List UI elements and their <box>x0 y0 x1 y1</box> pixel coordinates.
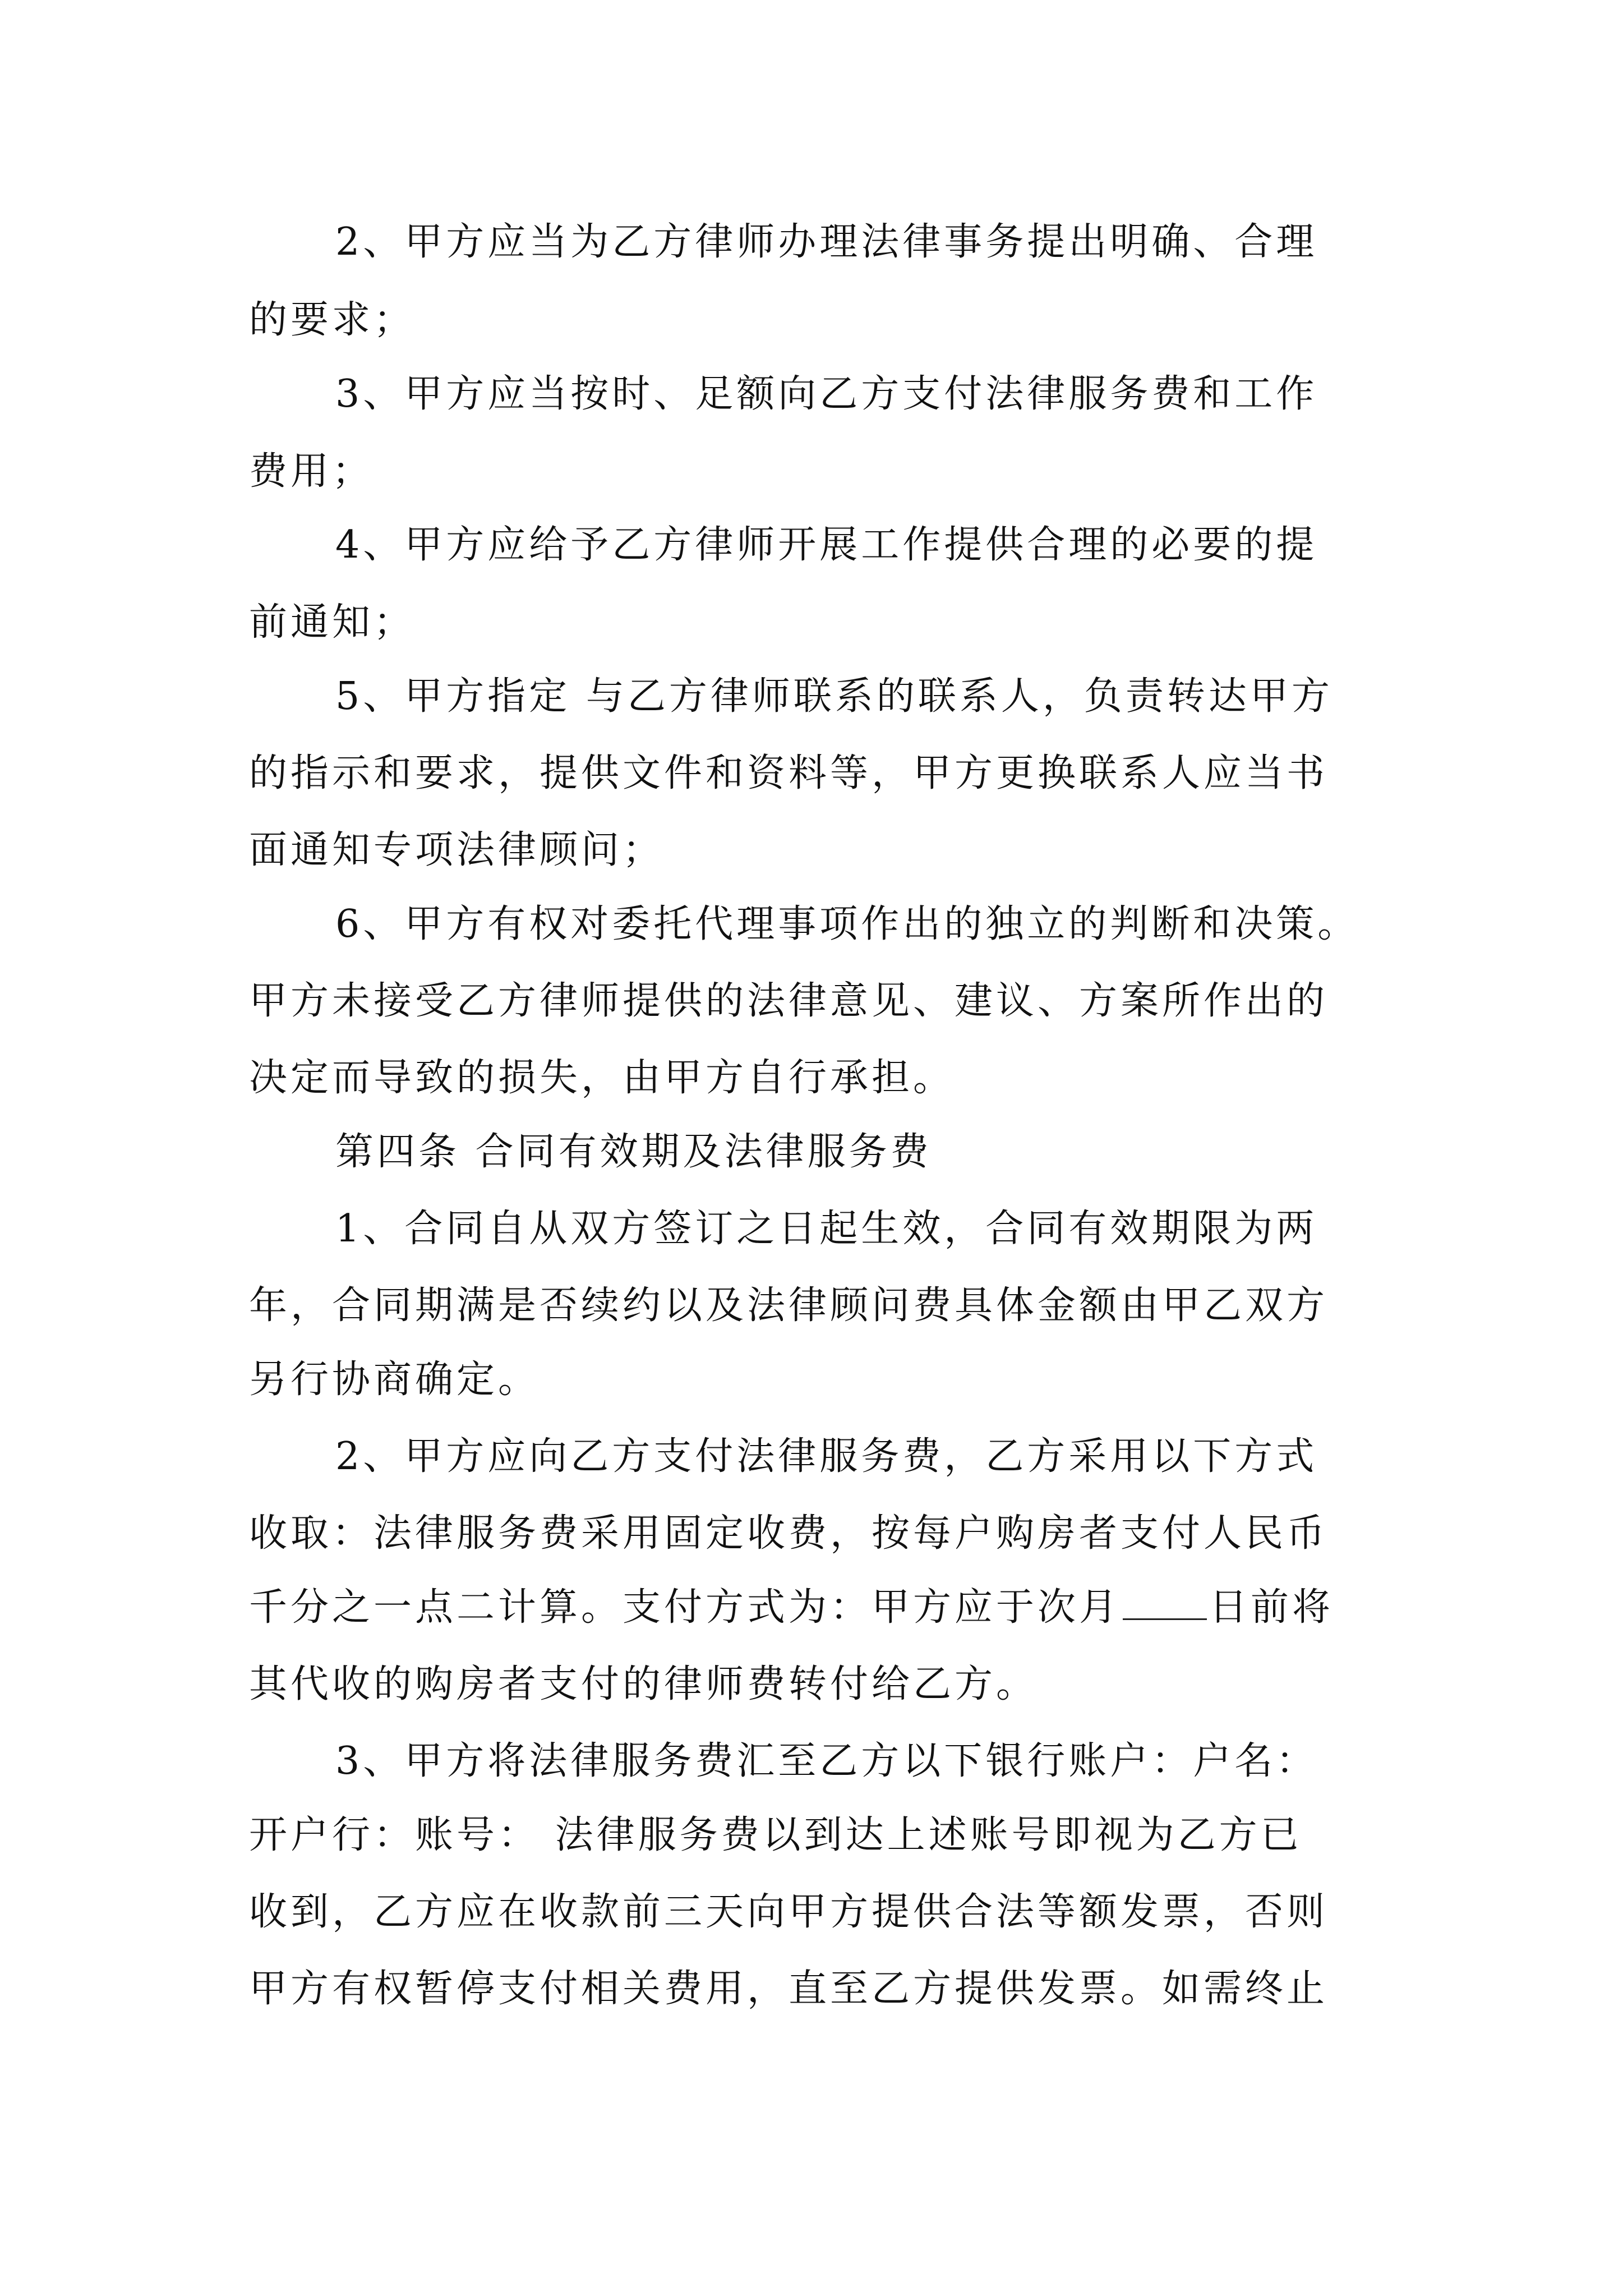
paragraph-line: 面通知专项法律顾问； <box>249 828 665 872</box>
paragraph-line: 4、甲方应给予乙方律师开展工作提供合理的必要的提 <box>335 523 1318 567</box>
paragraph-line: 2、甲方应当为乙方律师办理法律事务提出明确、合理 <box>335 220 1318 264</box>
paragraph-line-with-blank <box>249 1580 1334 1636</box>
paragraph-line: 6、甲方有权对委托代理事项作出的独立的判断和决策。 <box>335 902 1359 946</box>
paragraph-line: 5、甲方指定 与乙方律师联系的联系人，负责转达甲方 <box>335 674 1333 719</box>
paragraph-line: 前通知； <box>249 600 416 645</box>
paragraph-line: 其代收的购房者支付的律师费转付给乙方。 <box>249 1662 1038 1706</box>
paragraph-line: 开户行：账号： 法律服务费以到达上述账号即视为乙方已 <box>249 1813 1302 1857</box>
fill-in-blank <box>1123 1614 1207 1620</box>
paragraph-line: 的要求； <box>249 298 416 342</box>
section-heading: 第四条 合同有效期及法律服务费 <box>335 1130 932 1174</box>
paragraph-line: 决定而导致的损失，由甲方自行承担。 <box>249 1056 955 1100</box>
paragraph-line: 年，合同期满是否续约以及法律顾问费具体金额由甲乙双方 <box>249 1283 1329 1328</box>
paragraph-line: 甲方有权暂停支付相关费用，直至乙方提供发票。如需终止 <box>249 1967 1329 2011</box>
paragraph-line: 甲方未接受乙方律师提供的法律意见、建议、方案所作出的 <box>249 979 1329 1023</box>
paragraph-text: 日前将 <box>1209 1585 1334 1630</box>
paragraph-line: 1、合同自从双方签订之日起生效，合同有效期限为两 <box>335 1207 1318 1251</box>
paragraph-line: 2、甲方应向乙方支付法律服务费，乙方采用以下方式 <box>335 1434 1318 1479</box>
paragraph-line: 3、甲方应当按时、足额向乙方支付法律服务费和工作 <box>335 372 1318 416</box>
paragraph-line: 收到，乙方应在收款前三天向甲方提供合法等额发票，否则 <box>249 1890 1329 1934</box>
paragraph-line: 费用； <box>249 449 374 494</box>
paragraph-text: 千分之一点二计算。支付方式为：甲方应于次月 <box>249 1585 1121 1630</box>
paragraph-line: 收取：法律服务费采用固定收费，按每户购房者支付人民币 <box>249 1511 1329 1556</box>
paragraph-line: 3、甲方将法律服务费汇至乙方以下银行账户：户名： <box>335 1739 1318 1783</box>
paragraph-line: 的指示和要求，提供文件和资料等，甲方更换联系人应当书 <box>249 751 1329 795</box>
paragraph-line: 另行协商确定。 <box>249 1358 540 1402</box>
